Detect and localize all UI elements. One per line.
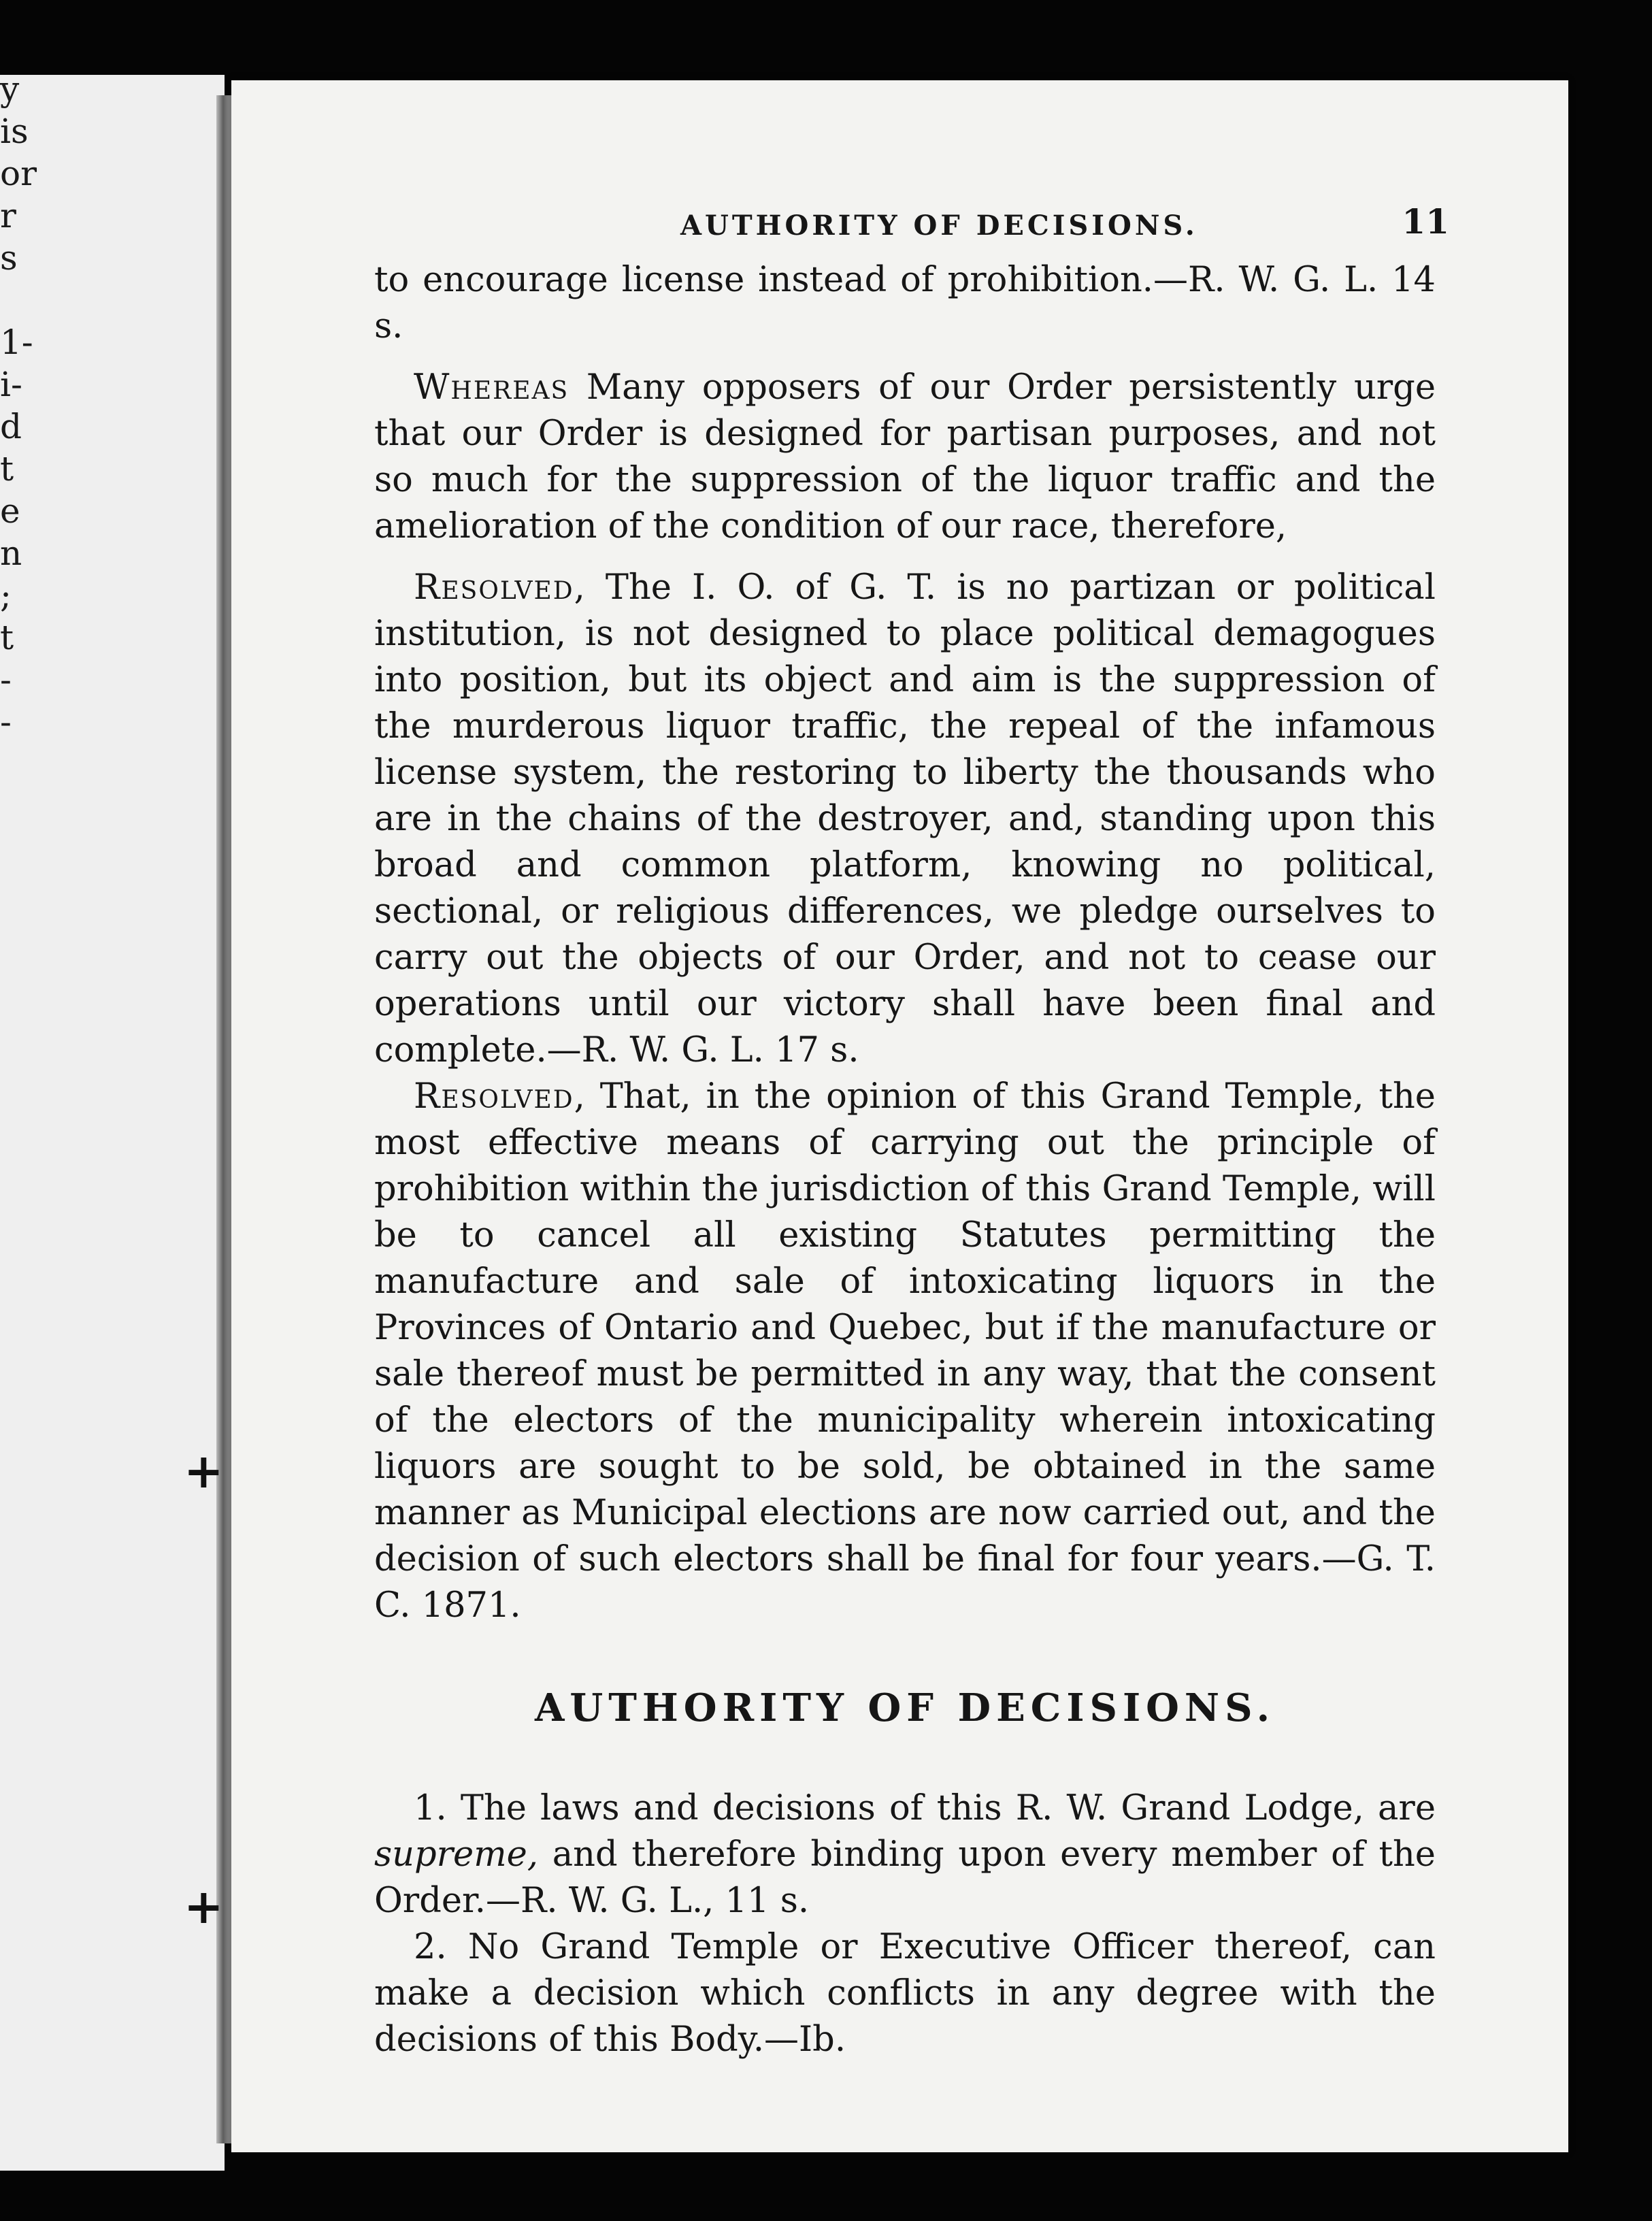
section-heading: AUTHORITY OF DECISIONS. — [534, 1685, 1276, 1730]
page-content — [374, 201, 1449, 2063]
paragraph-lead: Resolved — [414, 567, 574, 608]
paragraph-body: , The I. O. of G. T. is no partizan or political institution, is not designed to place political demagogues into position, but its object and aim is the suppression of the murderous liquor traffic, the repeal of the infamous license system, the restoring to liberty the thousands who are in the chains of the destroyer, and, standing upon this broad and common platform, knowing no political, sectional, or religious differences, we pledge ourselves to carry out the objects of our Order, and not to cease our operations until our victory shall have been final and complete.—R. W. G. L. 17 s. — [374, 567, 1436, 1070]
left-page-fragment: t — [0, 618, 14, 657]
left-page-fragment: - — [0, 660, 12, 700]
item-text: and therefore binding upon every member of the Order.—R. W. G. L., 11 s. — [374, 1835, 1436, 1921]
left-page-fragment: y — [0, 69, 20, 109]
book-page — [231, 80, 1568, 2152]
running-head-title: AUTHORITY OF DECISIONS. — [680, 210, 1198, 242]
numbered-item — [374, 1786, 1436, 1924]
paragraph-lead: Resolved — [414, 1076, 574, 1117]
left-page-fragment: d — [0, 407, 22, 446]
page-number: 11 — [1402, 201, 1449, 242]
left-page-fragments — [0, 68, 48, 743]
paragraph-lead: Whereas — [414, 367, 569, 408]
paragraph-continuation: to encourage license instead of prohibition.—R. W. G. L. 14 s. — [374, 260, 1436, 346]
left-page-fragment: is — [0, 112, 29, 151]
item-text: 1. The laws and decisions of this R. W. Grand Lodge, are — [414, 1788, 1436, 1828]
left-page-fragment — [0, 279, 48, 321]
paragraph-body: , That, in the opinion of this Grand Temple, the most effective means of carrying out the principle of prohibition within the jurisdiction of this Grand Temple, will be to cancel all existing Statutes permitting the manufacture and sale of intoxicating liquors in the Provinces of Ontario and Quebec, but if the manufacture or sale thereof must be permitted in any way, that the consent of the electors of the municipality wherein intoxicating liquors are sought to be sold, be obtained in the same manner as Municipal elections are now carried out, and the decision of such electors shall be final for four years.—G. T. C. 1871. — [374, 1076, 1436, 1626]
book-gutter — [216, 95, 231, 2143]
left-page-fragment: 1- — [0, 323, 33, 362]
left-page-fragment: - — [0, 702, 12, 742]
left-page-fragment: i- — [0, 365, 22, 404]
numbered-item: 2. No Grand Temple or Executive Officer thereof, can make a decision which conflicts in any degree with the decisions of this Body.—Ib. — [374, 1927, 1436, 2060]
item-emphasis: supreme, — [374, 1835, 538, 1875]
left-page-fragment: or — [0, 154, 37, 193]
paragraph-body: Many opposers of our Order persistently urge that our Order is designed for partisan purposes, and not so much for the suppression of the liquor traffic and the amelioration of the condition of our race, therefore, — [374, 367, 1436, 546]
running-header — [374, 201, 1449, 257]
binding-mark: + — [184, 1878, 224, 1935]
whereas-paragraph — [374, 365, 1436, 550]
left-page-fragment: s — [0, 238, 18, 278]
binding-mark: + — [184, 1443, 224, 1499]
left-page-fragment: t — [0, 449, 14, 489]
left-page-fragment: n — [0, 533, 22, 573]
left-page-fragment: e — [0, 491, 20, 531]
resolved-paragraph — [374, 1074, 1436, 1629]
resolved-paragraph — [374, 565, 1436, 1074]
left-page-fragment: r — [0, 196, 16, 235]
left-page-fragment: ; — [0, 576, 12, 615]
